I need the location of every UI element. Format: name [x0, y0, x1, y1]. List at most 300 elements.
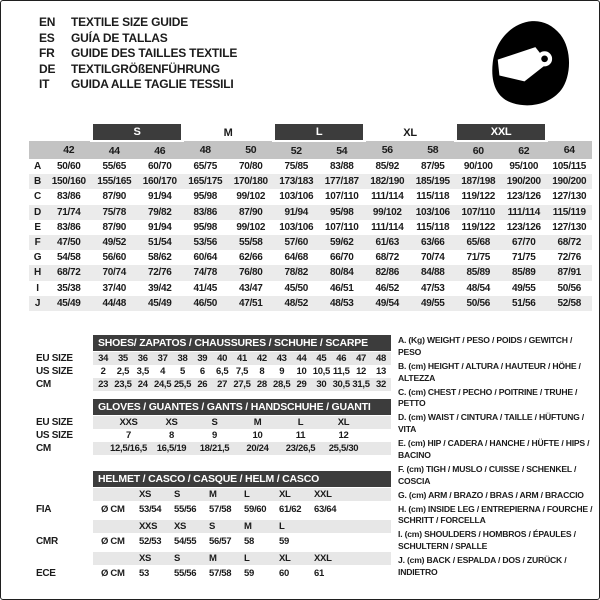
measure-value-cell: 49/55: [410, 296, 456, 311]
size-value-cell: 25,5: [173, 379, 192, 390]
measure-value-cell: 72/76: [137, 265, 183, 280]
filler-cell: [347, 565, 391, 581]
measure-value-cell: 165/175: [183, 174, 229, 189]
size-value-cell: 6: [199, 366, 205, 377]
language-title-list: [39, 15, 237, 93]
size-value-cell: 16,5/19: [150, 442, 193, 455]
measure-row-h: [29, 265, 592, 280]
helmet-value-cell: 61/62: [279, 503, 302, 515]
size-value-cell: 23,5: [114, 379, 132, 390]
measure-value-cell: 173/183: [274, 174, 320, 189]
row-label: EU SIZE: [36, 353, 73, 364]
helmet-values-row-ece: [29, 565, 391, 581]
measure-value-cell: 60/70: [147, 161, 172, 173]
measure-value-cell: 105/115: [552, 161, 587, 173]
gloves-table-title: GLOVES / GUANTES / GANTS / HANDSCHUHE / GUANTI: [93, 399, 391, 415]
helmet-size-cell: M: [207, 488, 242, 501]
measure-value-cell: 123/126: [506, 221, 541, 233]
size-value-cell: 41: [232, 352, 252, 365]
measure-value-cell: 50/60: [56, 161, 81, 173]
helmet-value-cell: 56/57: [209, 535, 232, 547]
size-value-cell: 39: [192, 352, 212, 365]
measure-value-cell: 87/90: [102, 191, 127, 203]
measure-value-cell: 48/53: [319, 296, 365, 311]
filler-cell: [365, 429, 391, 442]
language-row: [39, 62, 237, 78]
size-value-cell: 6,5: [216, 366, 229, 377]
helmet-value-cell: 63/64: [314, 503, 337, 515]
size-row-us-size: [29, 429, 391, 442]
size-value-cell: 44: [292, 352, 312, 365]
size-column-56: 56: [365, 141, 411, 159]
helmet-value-cell: 57/58: [209, 503, 232, 515]
row-label-spacer: [29, 488, 93, 501]
size-value-cell: XL: [322, 416, 365, 429]
measure-value-cell: 83/88: [330, 161, 354, 173]
measure-value-cell: 107/110: [325, 221, 359, 233]
measure-value-cell: 58/62: [147, 252, 172, 264]
measurement-legend: [398, 335, 596, 581]
row-label-spacer: [29, 141, 46, 159]
filler-cell: [365, 442, 391, 455]
row-label-spacer: [29, 552, 93, 565]
helmet-value-cell: 58: [244, 535, 254, 547]
measure-value-cell: 49/52: [92, 235, 138, 250]
helmet-value-cell: 57/58: [209, 567, 232, 579]
helmet-value-cell: 54/55: [174, 535, 197, 547]
size-value-cell: 31,5: [352, 379, 370, 390]
helmet-size-cell: L: [242, 488, 277, 501]
measure-value-cell: 64/68: [284, 252, 309, 264]
row-label-spacer: [29, 520, 93, 533]
measure-value-cell: 51/54: [137, 235, 183, 250]
measure-value-cell: 95/100: [509, 161, 539, 173]
size-value-cell: 42: [252, 352, 272, 365]
measure-value-cell: 61/63: [365, 235, 411, 250]
size-value-cell: 27: [212, 378, 232, 391]
measure-value-cell: 44/48: [92, 296, 138, 311]
measure-row-label: F: [29, 235, 46, 250]
size-value-cell: 40: [212, 352, 232, 365]
size-column-48: 48: [183, 141, 229, 159]
size-table: [29, 124, 592, 311]
measure-value-cell: 57/60: [274, 235, 320, 250]
size-group-header-row: [29, 124, 592, 141]
measure-value-cell: 91/94: [274, 205, 320, 220]
size-column-42: 42: [46, 141, 92, 159]
size-value-cell: 9: [279, 366, 285, 377]
measure-value-cell: 60/64: [193, 252, 218, 264]
measure-value-cell: 78/82: [274, 265, 320, 280]
measure-value-cell: 87/95: [421, 161, 445, 173]
size-value-cell: 2,5: [116, 366, 130, 377]
shoes-table-title: SHOES/ ZAPATOS / CHAUSSURES / SCHUHE / SCARPE: [93, 335, 391, 351]
measure-value-cell: 160/170: [137, 174, 183, 189]
measure-value-cell: 39/42: [147, 282, 172, 294]
size-column-60: 60: [456, 141, 502, 159]
measure-row-b: [29, 174, 592, 189]
row-label: EU SIZE: [36, 417, 73, 428]
size-column-header-row: [29, 141, 592, 159]
measure-value-cell: 65/75: [193, 161, 218, 173]
helmet-value-cell: 61: [314, 567, 324, 579]
measure-value-cell: 37/40: [102, 282, 127, 294]
measure-row-i: [29, 281, 592, 296]
measure-value-cell: 83/86: [183, 205, 229, 220]
measure-value-cell: 43/47: [239, 282, 263, 294]
measure-value-cell: 91/94: [147, 221, 172, 233]
size-group-l: L: [274, 124, 365, 141]
measure-value-cell: 41/45: [193, 282, 218, 294]
legend-item: J. (cm) BACK / ESPALDA / DOS / ZURÜCK / INDIETRO: [398, 555, 567, 578]
size-value-cell: 12,5/16,5: [107, 442, 150, 455]
size-value-cell: 7,5: [235, 366, 249, 377]
size-column-52: 52: [274, 141, 320, 159]
size-value-cell: 37: [153, 352, 173, 365]
size-value-cell: 47: [351, 352, 371, 365]
measure-value-cell: 95/98: [319, 205, 365, 220]
measure-value-cell: 72/76: [557, 252, 582, 264]
measure-row-label: E: [34, 221, 41, 233]
measure-value-cell: 76/80: [228, 265, 274, 280]
measure-value-cell: 71/75: [466, 252, 491, 264]
size-value-cell: 4: [160, 366, 166, 377]
measure-value-cell: 95/98: [193, 191, 218, 203]
measure-value-cell: 54/58: [56, 252, 81, 264]
measure-row-a: [29, 159, 592, 174]
size-row-eu-size: [29, 352, 391, 365]
helmet-size-cell: M: [207, 552, 242, 565]
helmet-table-grid: [29, 488, 391, 581]
size-value-cell: 3,5: [136, 366, 149, 377]
measure-row-j: [29, 296, 592, 311]
measure-value-cell: 51/56: [501, 296, 547, 311]
language-code: EN: [39, 15, 56, 29]
measure-value-cell: 45/49: [46, 296, 92, 311]
language-title: GUIDA ALLE TAGLIE TESSILI: [71, 77, 234, 91]
size-value-cell: XS: [150, 416, 193, 429]
measure-value-cell: 74/78: [183, 265, 229, 280]
size-value-cell: 5: [179, 366, 185, 377]
size-group-xl: XL: [403, 126, 417, 139]
helmet-value-cell: 59: [279, 535, 289, 547]
helmet-value-cell: 55/56: [174, 567, 197, 579]
gloves-table: [29, 399, 393, 455]
measure-value-cell: 150/160: [46, 174, 92, 189]
measure-value-cell: 190/200: [547, 174, 593, 189]
measure-row-c: [29, 189, 592, 204]
measure-value-cell: 95/98: [193, 221, 218, 233]
size-group-s: S: [92, 124, 183, 141]
measure-value-cell: 107/110: [325, 191, 359, 203]
legend-item: G. (cm) ARM / BRAZO / BRAS / ARM / BRACCIO: [398, 489, 584, 500]
filler-cell: [347, 552, 391, 565]
homologation-label: ECE: [36, 567, 56, 579]
filler-cell: [365, 416, 391, 429]
helmet-size-cell: XXL: [312, 552, 347, 565]
size-value-cell: 8: [169, 430, 174, 441]
measure-value-cell: 87/91: [547, 265, 593, 280]
row-label: US SIZE: [36, 430, 73, 441]
measure-row-f: [29, 235, 592, 250]
size-value-cell: 34: [93, 352, 113, 365]
spacer-cell: [93, 442, 107, 455]
filler-cell: [347, 501, 391, 517]
unit-spacer: [93, 520, 137, 533]
helmet-sizes-row-ece: [29, 552, 391, 565]
size-value-cell: 18/21,5: [193, 442, 236, 455]
measure-value-cell: 68/72: [547, 235, 593, 250]
measure-row-label: H: [29, 265, 46, 280]
size-value-cell: 23: [93, 378, 113, 391]
measure-value-cell: 87/90: [228, 205, 274, 220]
measure-value-cell: 65/68: [456, 235, 502, 250]
measure-value-cell: 177/187: [319, 174, 365, 189]
measure-value-cell: 187/198: [456, 174, 502, 189]
shoes-table-body: [29, 352, 393, 391]
size-value-cell: 48: [371, 352, 391, 365]
homologation-label: FIA: [36, 503, 52, 515]
measure-value-cell: 115/118: [416, 221, 450, 233]
filler-cell: [347, 488, 391, 501]
size-row-eu-size: [29, 416, 391, 429]
helmet-table: [29, 471, 393, 581]
helmet-size-cell: XXL: [312, 488, 347, 501]
size-value-cell: 45: [311, 352, 331, 365]
filler-cell: [347, 520, 391, 533]
size-value-cell: 38: [173, 352, 193, 365]
legend-item: E. (cm) HIP / CADERA / HANCHE / HÜFTE / HIPS / BACINO: [398, 438, 590, 460]
helmet-value-cell: 52/53: [139, 535, 162, 547]
gloves-table-body: [29, 416, 393, 455]
measure-value-cell: 107/110: [456, 205, 502, 220]
measure-value-cell: 48/52: [274, 296, 320, 311]
helmet-size-cell: XL: [277, 488, 312, 501]
measure-value-cell: 85/92: [375, 161, 400, 173]
size-row-cm: [29, 378, 391, 391]
size-value-cell: 8: [259, 366, 265, 377]
measure-value-cell: 71/74: [46, 205, 92, 220]
row-label: CM: [36, 443, 51, 454]
measure-value-cell: 182/190: [365, 174, 411, 189]
measure-value-cell: 90/100: [463, 161, 493, 173]
size-row-us-size: [29, 365, 391, 378]
measure-value-cell: 53/56: [183, 235, 229, 250]
measure-value-cell: 115/119: [547, 205, 593, 220]
helmet-size-cell: L: [277, 520, 312, 533]
filler-cell: [347, 533, 391, 549]
helmet-value-cell: 53/54: [139, 503, 162, 515]
language-title: GUIDE DES TAILLES TEXTILE: [71, 46, 238, 60]
shoes-table: [29, 335, 393, 391]
helmet-sizes-row-fia: [29, 488, 391, 501]
measure-value-cell: 68/72: [375, 252, 400, 264]
legend-item: F. (cm) TIGH / MUSLO / CUISSE / SCHENKEL / COSCIA: [398, 463, 577, 486]
measure-value-cell: 111/114: [371, 191, 404, 203]
row-label: CM: [36, 379, 51, 390]
helmet-size-cell: XS: [137, 488, 172, 501]
measure-value-cell: 103/106: [410, 205, 456, 220]
size-value-cell: 24,5: [153, 379, 172, 390]
spacer-cell: [93, 416, 107, 429]
measure-value-cell: 79/82: [137, 205, 183, 220]
measure-row-label: C: [34, 191, 41, 203]
measure-value-cell: 47/53: [421, 282, 445, 294]
measure-value-cell: 49/55: [512, 282, 536, 294]
measure-value-cell: 70/74: [421, 252, 445, 264]
measure-row-e: [29, 220, 592, 235]
unit-spacer: [93, 552, 137, 565]
helmet-size-cell: XS: [172, 520, 207, 533]
size-row-cm: [29, 442, 391, 455]
size-value-cell: 9: [212, 430, 217, 441]
helmet-table-body: [29, 488, 393, 581]
size-value-cell: XXS: [107, 416, 150, 429]
body-table: [29, 416, 391, 455]
measure-value-cell: 46/50: [183, 296, 229, 311]
measure-value-cell: 80/84: [319, 265, 365, 280]
measure-row-label: G: [33, 252, 42, 264]
language-row: [39, 31, 237, 47]
size-value-cell: 26: [192, 378, 212, 391]
helmet-table-title: HELMET / CASCO / CASQUE / HELM / CASCO: [93, 471, 391, 487]
measure-value-cell: 170/180: [228, 174, 274, 189]
helmet-size-cell: XS: [137, 552, 172, 565]
measure-row-label: J: [29, 296, 46, 311]
measure-value-cell: 83/86: [56, 221, 81, 233]
helmet-size-cell: S: [172, 488, 207, 501]
unit-spacer: [93, 488, 137, 501]
helmet-values-row-fia: [29, 501, 391, 517]
measure-value-cell: 59/62: [319, 235, 365, 250]
row-label: US SIZE: [36, 366, 73, 377]
measure-value-cell: 47/51: [228, 296, 274, 311]
size-value-cell: 11: [295, 430, 306, 441]
measure-value-cell: 127/130: [552, 221, 587, 233]
measure-value-cell: 82/86: [365, 265, 411, 280]
size-value-cell: 10,5: [312, 366, 331, 377]
legend-item: A. (Kg) WEIGHT / PESO / POIDS / GEWITCH / PESO: [398, 335, 573, 357]
size-value-cell: 29: [292, 378, 312, 391]
helmet-value-cell: 59/60: [244, 503, 267, 515]
measure-value-cell: 50/56: [456, 296, 502, 311]
measure-value-cell: 83/86: [56, 191, 81, 203]
measure-value-cell: 103/106: [279, 221, 314, 233]
legend-item: C. (cm) CHEST / PECHO / POITRINE / TRUHE / PETTO: [398, 386, 578, 409]
measure-value-cell: 50/56: [557, 282, 582, 294]
helmet-size-cell: XL: [277, 552, 312, 565]
helmet-size-cell: S: [172, 552, 207, 565]
language-code: IT: [39, 77, 50, 91]
helmet-value-cell: 55/56: [174, 503, 197, 515]
measure-row-g: [29, 250, 592, 265]
homologation-label: CMR: [36, 535, 58, 547]
helmet-sizes-row-cmr: [29, 520, 391, 533]
measure-value-cell: 47/50: [46, 235, 92, 250]
measure-value-cell: 66/70: [330, 252, 354, 264]
size-value-cell: 36: [133, 352, 153, 365]
size-column-64: 64: [547, 141, 593, 159]
measure-value-cell: 55/65: [102, 161, 127, 173]
measure-value-cell: 56/60: [102, 252, 127, 264]
size-group-spacer: [29, 124, 92, 141]
helmet-value-cell: 60: [279, 567, 289, 579]
measure-value-cell: 99/102: [365, 205, 411, 220]
measure-value-cell: 49/54: [365, 296, 411, 311]
measure-value-cell: 70/74: [92, 265, 138, 280]
size-value-cell: M: [236, 416, 279, 429]
size-column-50: 50: [228, 141, 274, 159]
unit-label: Ø CM: [101, 567, 125, 579]
measure-value-cell: 55/58: [228, 235, 274, 250]
language-title: GUÍA DE TALLAS: [71, 30, 168, 45]
legend-item: I. (cm) SHOULDERS / HOMBROS / ÉPAULES / SCHULTERN / SPALLE: [398, 529, 576, 552]
size-value-cell: 11,5: [332, 366, 350, 377]
size-value-cell: 35: [113, 352, 133, 365]
size-column-46: 46: [137, 141, 183, 159]
helmet-values-row-cmr: [29, 533, 391, 549]
size-value-cell: 30: [311, 378, 331, 391]
measure-row-label: A: [34, 161, 41, 173]
measure-value-cell: 111/114: [371, 221, 404, 233]
size-value-cell: 7: [126, 430, 131, 441]
size-value-cell: 27,5: [233, 379, 251, 390]
measure-value-cell: 85/89: [456, 265, 502, 280]
measure-value-cell: 115/118: [416, 191, 450, 203]
size-value-cell: S: [193, 416, 236, 429]
size-value-cell: 28,5: [273, 379, 291, 390]
measure-value-cell: 35/38: [56, 282, 81, 294]
helmet-value-cell: [312, 533, 347, 549]
size-column-44: 44: [92, 141, 138, 159]
measure-value-cell: 62/66: [239, 252, 263, 264]
helmet-size-cell: S: [207, 520, 242, 533]
size-column-54: 54: [319, 141, 365, 159]
helmet-value-cell: 53: [139, 567, 149, 579]
measure-value-cell: 99/102: [236, 191, 266, 203]
size-value-cell: 28: [252, 378, 272, 391]
measure-value-cell: 63/66: [410, 235, 456, 250]
unit-label: Ø CM: [101, 503, 125, 515]
size-group-xxl: XXL: [456, 124, 547, 141]
language-code: FR: [39, 46, 55, 60]
measure-value-cell: 46/51: [330, 282, 354, 294]
measure-value-cell: 185/195: [410, 174, 456, 189]
measure-value-cell: 111/114: [501, 205, 547, 220]
measure-value-cell: 103/106: [279, 191, 314, 203]
measure-row-d: [29, 205, 592, 220]
measure-value-cell: 119/122: [461, 191, 496, 203]
language-code: DE: [39, 61, 56, 76]
size-value-cell: 43: [272, 352, 292, 365]
measure-value-cell: 190/200: [501, 174, 547, 189]
helmet-size-cell: L: [242, 552, 277, 565]
measure-value-cell: 45/49: [137, 296, 183, 311]
size-value-cell: 12: [356, 366, 367, 377]
size-value-cell: L: [279, 416, 322, 429]
language-code: ES: [39, 30, 55, 45]
size-value-cell: 32: [371, 378, 391, 391]
measure-value-cell: 119/122: [461, 221, 496, 233]
measure-value-cell: 127/130: [552, 191, 587, 203]
legend-item: H. (cm) INSIDE LEG / ENTREPIERNA / FOURCHE / SCHRITT / FORCELLA: [398, 503, 593, 526]
helmet-size-cell: XXS: [137, 520, 172, 533]
size-value-cell: 13: [376, 366, 386, 377]
size-value-cell: 10: [296, 366, 307, 377]
legend-item: D. (cm) WAIST / CINTURA / TAILLE / HÜFTUNG / VITA: [398, 412, 584, 435]
measure-value-cell: 87/90: [102, 221, 127, 233]
spacer-cell: [93, 429, 107, 442]
